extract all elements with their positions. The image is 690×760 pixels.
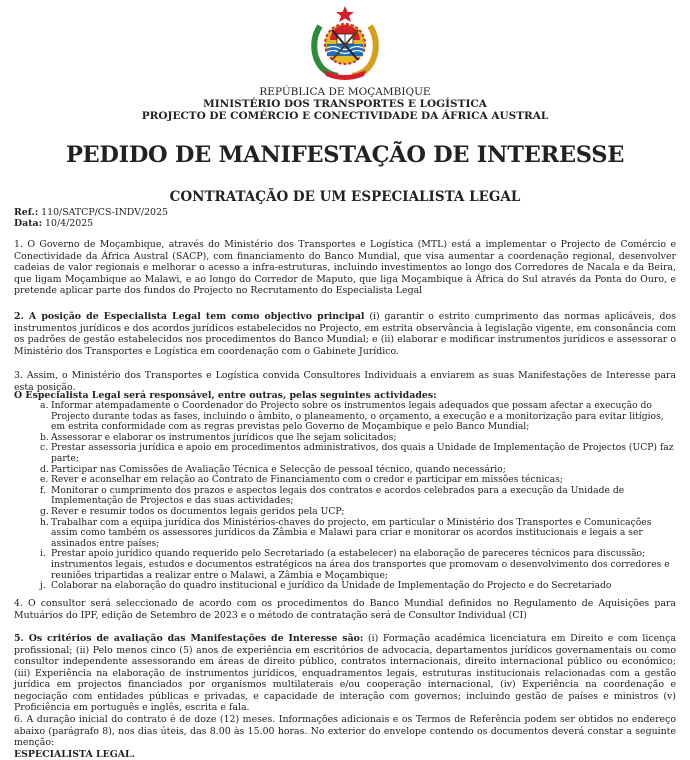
header-republic: REPÚBLICA DE MOÇAMBIQUE [259,86,431,98]
paragraph-6 [14,714,676,760]
paragraph-1: 1. O Governo de Moçambique, através do Ministério dos Transportes e Logística (MTL) está a implementar o Projecto de Comércio e Conectividade da África Austral (SACP), com financiamento do Banco Mundial, que visa aumentar a coordenação regional, desenvolver cadeias de valor regionais e melhorar o acesso a infra-estruturas, incluindo investimentos ao longo dos Corredores de Nacala e da Beira, que ligam Moçambique ao Malawi, e ao longo do Corredor de Maputo, que liga Moçambique à África do Sul através da Ponta do Ouro, e pretende aplicar parte dos fundos do Projecto no Recrutamento do Especialista Legal [14,239,676,296]
mozambique-emblem-icon [306,4,384,82]
list-item-letter: d. [40,463,49,475]
paragraph-5-text: (i) Formação académica licenciatura em Direito e com licença profissional; (ii) Pelo menos cinco (5) anos de experiência em escritórios de advocacia, departamentos jurídicos governamentais ou como consultor independente assessorando em áreas de direito público, contratos internacionais, direito internacional público ou económico; (iii) Experiência na elaboração de instrumentos jurídicos, enquadramentos legais, estruturas institucionais relacionadas com a gestão jurídica em projectos financiados por organismos multilaterais e/ou cooperação internacional, (iv) Experiência na coordenação e negociação com entidades públicas e privadas, e capacidade de interação com governos; incluindo gestão de países e ministros (v) Proficiência em português e inglês, escrita e fala. [14,633,676,713]
list-item [40,518,676,550]
list-item-letter: a. [40,400,49,411]
responsibilities-list [40,401,676,592]
list-item-letter: j. [40,580,46,592]
list-item-text: Rever e aconselhar em relação ao Contrato de Financiamento com o credor e participar em missões técnicas; [51,474,563,486]
page-title: PEDIDO DE MANIFESTAÇÃO DE INTERESSE [65,142,625,168]
reference-label: Ref.: [14,207,39,218]
list-item [40,549,676,581]
list-item-letter: b. [40,431,49,443]
list-item-text: Participar nas Comissões de Avaliação Técnica e Selecção de pessoal técnico, quando necessário; [51,463,506,475]
list-item-letter: e. [40,474,49,486]
list-item-text: Monitorar o cumprimento dos prazos e aspectos legais dos contratos e acordos celebrados para a execução da Unidade de Implementação de Projectos e das suas actividades; [51,484,625,507]
list-item [40,401,676,433]
list-item-letter: i. [40,548,46,560]
paragraph-4: 4. O consultor será seleccionado de acordo com os procedimentos do Banco Mundial definidos no Regulamento de Aquisições para Mutuários do IPF, edição de Setembro de 2023 e o método de contratação será de Consultor Individual (CI) [14,598,676,621]
paragraph-5 [14,633,676,714]
paragraph-6-text: 6. A duração inicial do contrato é de doze (12) meses. Informações adicionais e os Termos de Referência podem ser obtidos no endereço abaixo (parágrafo 8), nos dias úteis, das 8.00 às 15.00 horas. No exterior do envelope contendo os documentos deverá constar a seguinte menção: [14,714,676,748]
list-item-text: Trabalhar com a equipa jurídica dos Ministérios-chaves do projecto, em particular o Ministério dos Transportes e Comunicações assim como também os assessores jurídicos da Zâmbia e Malawi para criar e monitorar os acordos institucionais e legais a ser assinados entre países; [51,516,652,549]
list-item-letter: f. [40,484,46,496]
header-project: PROJECTO DE COMÉRCIO E CONECTIVIDADE DA ÁFRICA AUSTRAL [141,110,549,122]
list-item-text: Assessorar e elaborar os instrumentos jurídicos que lhe sejam solicitados; [51,431,397,443]
list-item-text: Prestar apoio jurídico quando requerido pelo Secretariado (a estabelecer) na elaboração de pareceres técnicos para discussão; instrumentos legais, estudos e documentos estratégicos na área dos transportes que promovam o desenvolvimento dos corredores e reuniões tripartidas a realizar entre o Malawi, a Zâmbia e Moçambique; [51,548,670,581]
date-line [14,218,93,229]
list-item-text: Rever e resumir todos os documentos legais geridos pela UCP; [51,505,345,517]
list-item-text: Prestar assessoria jurídica e apoio em procedimentos administrativos, dos quais a Unidade de Implementação de Projectos (UCP) faz parte; [51,442,674,464]
header-ministry: MINISTÉRIO DOS TRANSPORTES E LOGÍSTICA [203,98,487,110]
paragraph-3: 3. Assim, o Ministério dos Transportes e Logística convida Consultores Individuais a enviarem as suas Manifestações de Interesse para esta posição. [14,370,676,393]
reference-line [14,207,168,218]
list-item [40,443,676,464]
reference-value: 110/SATCP/CS-INDV/2025 [38,207,168,218]
list-item [40,486,676,507]
date-value: 10/4/2025 [42,218,94,229]
responsibilities-title: O Especialista Legal será responsável, entre outras, pelas seguintes actividades: [14,390,437,401]
date-label: Data: [14,218,43,229]
list-item-text: Colaborar na elaboração do quadro institucional e jurídico da Unidade de Implementação do Projecto e do Secretariado [51,580,612,592]
list-item [40,581,676,592]
paragraph-2 [14,311,676,357]
list-item-letter: g. [40,505,49,517]
page-subtitle: CONTRATAÇÃO DE UM ESPECIALISTA LEGAL [169,189,521,205]
list-item-letter: h. [40,516,49,528]
list-item-text: Informar atempadamente o Coordenador do Projecto sobre os instrumentos legais adequados que possam afectar a execução do Projecto durante todas as fases, incluindo o âmbito, o planeamento, o orçamento, a execução e a monitorização para evitar litígios, em estrita conformidade com as regras previstas pelo Governo de Moçambique e pelo Banco Mundial; [51,400,664,433]
paragraph-5-lead: 5. Os critérios de avaliação das Manifestações de Interesse são: [14,633,364,644]
list-item-letter: c. [40,442,49,454]
paragraph-2-text: (i) garantir o estrito cumprimento das normas aplicáveis, dos instrumentos jurídicos e dos acordos jurídicos estabelecidos no Projecto, em estrita observância à legislação vigente, em consonância com os padrões de gestão estabelecidos nos procedimentos do Banco Mundial; e (ii) elaborar e modificar instrumentos jurídicos e assessorar o Ministério dos Transportes e Logística em coordenação com o Gabinete Jurídico. [14,311,676,357]
paragraph-6-bold: ESPECIALISTA LEGAL. [14,748,135,760]
paragraph-2-lead: 2. A posição de Especialista Legal tem como objectivo principal [14,311,365,322]
